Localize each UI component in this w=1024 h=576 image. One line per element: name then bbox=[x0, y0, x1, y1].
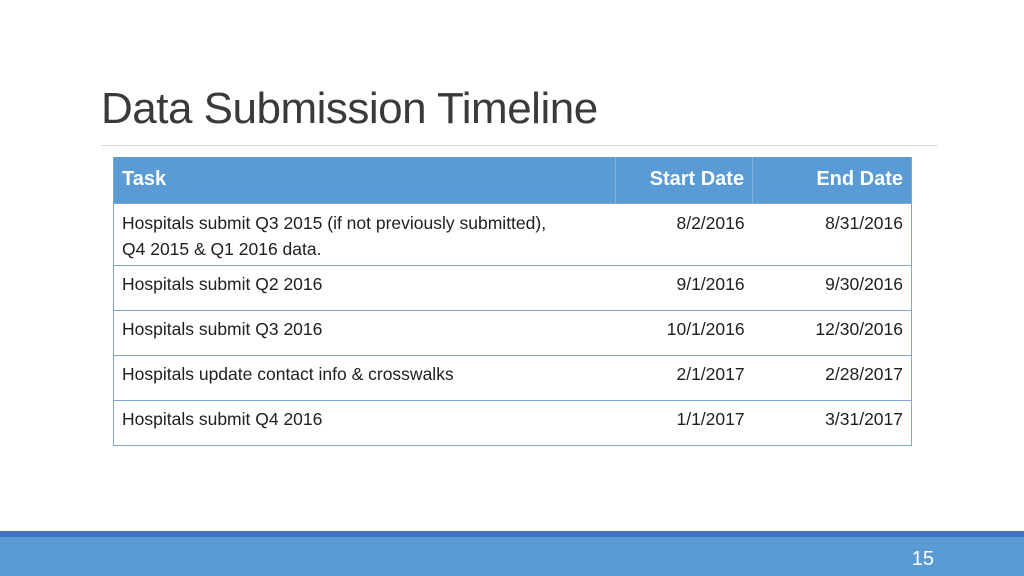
footer-stripe bbox=[0, 531, 1024, 537]
page-number: 15 bbox=[911, 548, 934, 570]
start-date-cell: 2/1/2017 bbox=[616, 355, 753, 400]
table-row bbox=[114, 203, 912, 265]
start-date-cell: 1/1/2017 bbox=[616, 400, 753, 445]
task-cell bbox=[114, 203, 616, 265]
end-date-cell: 3/31/2017 bbox=[753, 400, 912, 445]
header-end-date: End Date bbox=[753, 157, 912, 203]
title-divider bbox=[101, 145, 938, 146]
slide-title: Data Submission Timeline bbox=[101, 84, 598, 133]
table-row bbox=[114, 310, 912, 355]
start-date-cell: 8/2/2016 bbox=[616, 203, 753, 265]
end-date-cell: 8/31/2016 bbox=[753, 203, 912, 265]
table-row bbox=[114, 355, 912, 400]
end-date-cell: 9/30/2016 bbox=[753, 265, 912, 310]
timeline-table bbox=[113, 157, 912, 446]
end-date-cell: 2/28/2017 bbox=[753, 355, 912, 400]
task-cell: Hospitals submit Q2 2016 bbox=[114, 265, 616, 310]
end-date-cell: 12/30/2016 bbox=[753, 310, 912, 355]
start-date-cell: 10/1/2016 bbox=[616, 310, 753, 355]
table-header-row bbox=[114, 157, 912, 203]
table-row bbox=[114, 265, 912, 310]
table-row bbox=[114, 400, 912, 445]
footer-band bbox=[0, 531, 1024, 576]
task-cell: Hospitals submit Q3 2016 bbox=[114, 310, 616, 355]
task-text-line: Hospitals submit Q3 2015 (if not previously submitted), bbox=[122, 212, 547, 233]
task-cell: Hospitals update contact info & crosswalks bbox=[114, 355, 616, 400]
header-task: Task bbox=[114, 157, 616, 203]
task-cell: Hospitals submit Q4 2016 bbox=[114, 400, 616, 445]
task-text-line: Q4 2015 & Q1 2016 data. bbox=[122, 238, 322, 259]
start-date-cell: 9/1/2016 bbox=[616, 265, 753, 310]
header-start-date: Start Date bbox=[616, 157, 753, 203]
